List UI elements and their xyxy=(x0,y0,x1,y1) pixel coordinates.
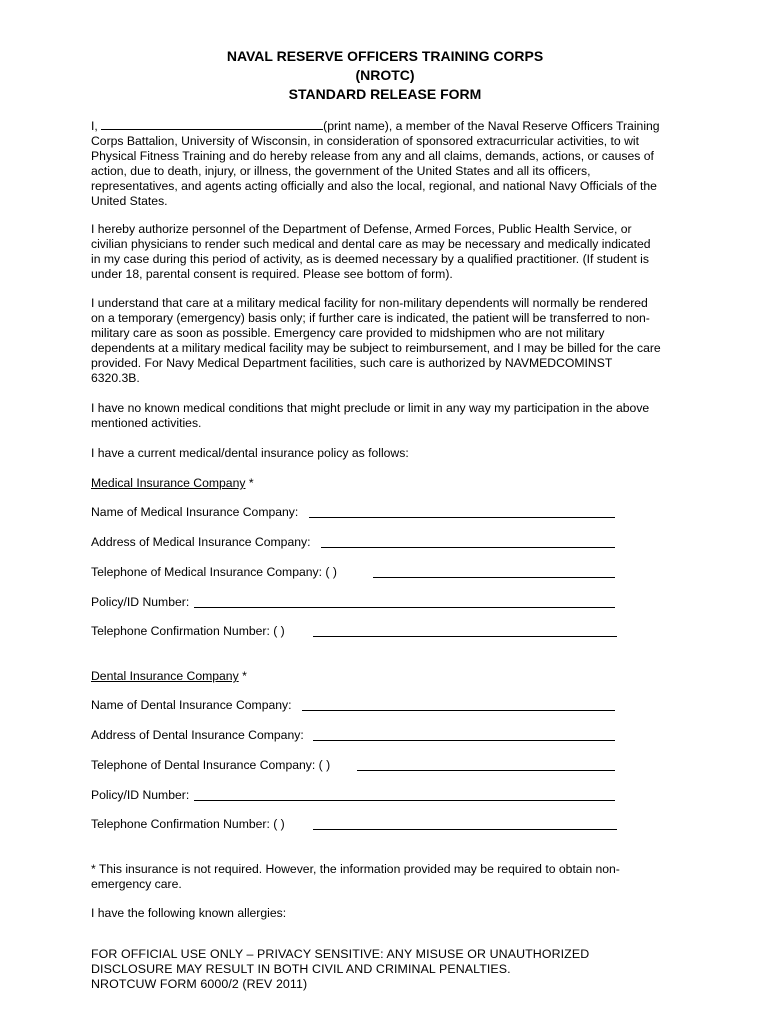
title-line-2: (NROTC) xyxy=(355,67,415,83)
dental-name-field[interactable] xyxy=(302,710,615,711)
print-name-field[interactable] xyxy=(101,118,323,130)
dental-name-label: Name of Dental Insurance Company: xyxy=(91,698,292,712)
insurance-intro xyxy=(91,446,683,461)
insurance-note xyxy=(91,862,683,892)
medical-confirm-row xyxy=(91,624,619,639)
dental-phone-field[interactable] xyxy=(357,770,615,771)
medical-confirm-field[interactable] xyxy=(313,636,617,637)
dental-heading-text: Dental Insurance Company xyxy=(91,669,239,683)
medical-name-label: Name of Medical Insurance Company: xyxy=(91,505,299,519)
medical-phone-label: Telephone of Medical Insurance Company: ( ) xyxy=(91,565,337,579)
dental-address-label: Address of Dental Insurance Company: xyxy=(91,728,304,742)
dental-address-field[interactable] xyxy=(313,740,615,741)
understanding-paragraph xyxy=(91,296,683,386)
note-line-2: emergency care. xyxy=(91,877,182,891)
footer-line-2: DISCLOSURE MAY RESULT IN BOTH CIVIL AND CRIMINAL PENALTIES. xyxy=(91,962,511,976)
release-line-1: (print name), a member of the Naval Reserve Officers Training xyxy=(323,119,660,133)
dental-name-row xyxy=(91,698,617,713)
form-title xyxy=(0,47,770,104)
authorization-paragraph xyxy=(91,222,683,282)
medical-policy-row xyxy=(91,595,617,610)
privacy-footer xyxy=(91,947,691,992)
medical-policy-label: Policy/ID Number: xyxy=(91,595,190,609)
release-line-5: representatives, and agents acting officially and also the local, regional, and national Navy Officials of the xyxy=(91,179,657,193)
form-number: NROTCUW FORM 6000/2 (REV 2011) xyxy=(91,977,308,991)
medical-name-row xyxy=(91,505,617,520)
understand-line-3: military care as soon as possible. Emergency care provided to midshipmen who are not military xyxy=(91,326,605,340)
conditions-paragraph xyxy=(91,401,683,431)
allergies-label: I have the following known allergies: xyxy=(91,906,287,920)
dental-heading xyxy=(91,669,683,684)
dental-address-row xyxy=(91,728,617,743)
conditions-line-2: mentioned activities. xyxy=(91,416,202,430)
insurance-intro-text: I have a current medical/dental insurance policy as follows: xyxy=(91,446,409,460)
note-line-1: * This insurance is not required. However, the information provided may be required to obtain non- xyxy=(91,862,620,876)
medical-phone-field[interactable] xyxy=(373,577,615,578)
medical-address-label: Address of Medical Insurance Company: xyxy=(91,535,311,549)
release-line-2: Corps Battalion, University of Wisconsin, in consideration of sponsored extracurricular activities, to wit xyxy=(91,134,639,148)
understand-line-5: provided. For Navy Medical Department facilities, such care is authorized by NAVMEDCOMINST xyxy=(91,356,613,370)
medical-phone-row xyxy=(91,565,617,580)
title-line-3: STANDARD RELEASE FORM xyxy=(288,86,482,102)
understand-line-1: I understand that care at a military medical facility for non-military dependents will normally be rendered xyxy=(91,296,648,310)
dental-policy-field[interactable] xyxy=(194,800,615,801)
allergies-row xyxy=(91,906,683,921)
medical-heading-text: Medical Insurance Company xyxy=(91,476,246,490)
conditions-line-1: I have no known medical conditions that might preclude or limit in any way my participation in the above xyxy=(91,401,650,415)
authorize-line-2: civilian physicians to render such medical and dental care as may be necessary and medically indicated xyxy=(91,237,651,251)
title-line-1: NAVAL RESERVE OFFICERS TRAINING CORPS xyxy=(226,48,544,64)
dental-phone-label: Telephone of Dental Insurance Company: ( ) xyxy=(91,758,331,772)
dental-policy-row xyxy=(91,788,617,803)
medical-heading xyxy=(91,476,683,491)
release-line-4: action, due to death, injury, or illness, the government of the United States and all its officers, xyxy=(91,164,591,178)
footer-line-1: FOR OFFICIAL USE ONLY – PRIVACY SENSITIVE: ANY MISUSE OR UNAUTHORIZED xyxy=(91,947,590,961)
dental-heading-asterisk: * xyxy=(238,669,247,683)
medical-address-row xyxy=(91,535,617,550)
understand-line-6: 6320.3B. xyxy=(91,371,140,385)
medical-policy-field[interactable] xyxy=(194,607,615,608)
authorize-line-4: under 18, parental consent is required. Please see bottom of form). xyxy=(91,267,453,281)
medical-address-field[interactable] xyxy=(321,547,615,548)
release-prefix: I, xyxy=(91,119,98,133)
medical-name-field[interactable] xyxy=(309,517,615,518)
understand-line-4: dependents at a military medical facility may be subject to reimbursement, and I may be billed for the care xyxy=(91,341,661,355)
authorize-line-1: I hereby authorize personnel of the Department of Defense, Armed Forces, Public Health Service, or xyxy=(91,222,632,236)
dental-policy-label: Policy/ID Number: xyxy=(91,788,190,802)
release-paragraph xyxy=(91,118,683,209)
dental-confirm-row xyxy=(91,817,619,832)
medical-heading-asterisk: * xyxy=(245,476,254,490)
understand-line-2: on a temporary (emergency) basis only; if further care is indicated, the patient will be transferred to non- xyxy=(91,311,650,325)
dental-confirm-label: Telephone Confirmation Number: ( ) xyxy=(91,817,285,831)
dental-confirm-field[interactable] xyxy=(313,829,617,830)
release-line-3: Physical Fitness Training and do hereby release from any and all claims, demands, actions, or causes of xyxy=(91,149,654,163)
medical-confirm-label: Telephone Confirmation Number: ( ) xyxy=(91,624,285,638)
authorize-line-3: in my case during this period of activity, as is deemed necessary by a qualified practitioner. (If student is xyxy=(91,252,649,266)
release-line-6: United States. xyxy=(91,194,168,208)
dental-phone-row xyxy=(91,758,617,773)
